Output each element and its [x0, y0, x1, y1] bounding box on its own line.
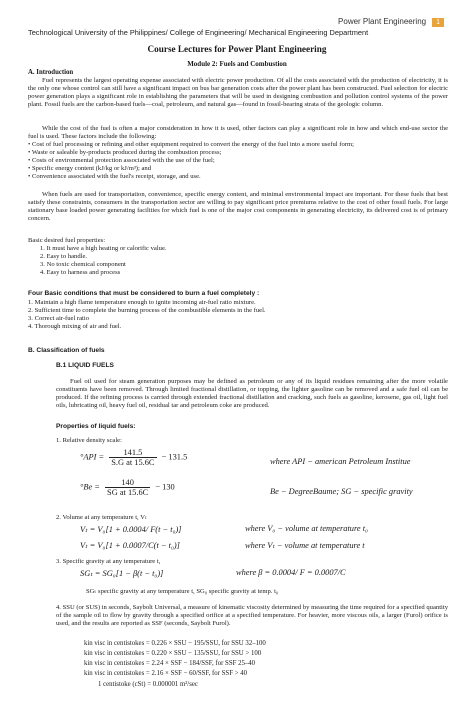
property-1-label: 1. Relative density scale: — [56, 437, 122, 444]
viscosity-formula: kin visc in centistokes = 2.24 × SSF − 184/SSF, for SSF 25–40 — [84, 660, 256, 667]
factor-item: • Convenience associated with the fuel's receipt, storage, and use. — [28, 173, 201, 180]
property-2-label: 2. Volume at any temperature t, Vₜ — [56, 514, 147, 521]
volume-equation-f: Vₜ = V₀[1 + 0.0004/ F(t − t₀)] — [80, 525, 182, 534]
section-a-heading: A. Introduction — [28, 69, 74, 76]
basic-property-item: 2. Easy to handle. — [40, 253, 88, 260]
api-equation — [80, 448, 187, 467]
factor-item: • Costs of environmental protection associated with the use of the fuel; — [28, 157, 215, 164]
viscosity-formula: kin visc in centistokes = 0.220 × SSU − 135/SSU, for SSU > 100 — [84, 650, 262, 657]
specific-gravity-note: SGₜ specific gravity at any temperature t, SG₀ specific gravity at temp. t₀ — [86, 588, 279, 595]
property-3-label: 3. Specific gravity at any temperature t, — [56, 558, 161, 565]
basic-properties-heading: Basic desired fuel properties: — [28, 237, 106, 244]
document-title: Course Lectures for Power Plant Engineering — [147, 44, 327, 54]
properties-heading: Properties of liquid fuels: — [56, 423, 136, 430]
condition-item: 1. Maintain a high flame temperature enough to ignite incoming air-fuel ratio mixture. — [28, 299, 256, 306]
be-lhs: °Be = — [80, 482, 100, 492]
volume-where-1: where V₀ − volume at temperature t₀ — [245, 524, 368, 533]
module-title: Module 2: Fuels and Combustion — [187, 60, 287, 68]
intro-paragraph-2: While the cost of the fuel is often a major consideration in how it is used, other factors can play a significant role in how and which end-use sector the fuel is used. These factors include the following: — [28, 125, 448, 140]
course-tag: Power Plant Engineering — [338, 17, 427, 26]
institution-line: Technological University of the Philippines/ College of Engineering/ Mechanical Engineering Department — [28, 28, 369, 37]
viscosity-formula: kin visc in centistokes = 2.16 × SSF − 60/SSF, for SSF > 40 — [84, 670, 248, 677]
specific-gravity-equation: SGₜ = SG₀[1 − β(t − t₀)] — [80, 569, 164, 578]
centistoke-definition: 1 centistoke (cSt) = 0.000001 m²/sec — [98, 681, 198, 688]
property-4-text: 4. SSU (or SUS) in seconds, Saybolt Universal, a measure of kinematic viscosity determined by measuring the time required for a specified quantity of the sample oil to flow by gravity through a specified orifice at a specified temperature. For heavier, more viscous oils, a larger (Furol) orifice is used, and the results are reported as SSF (seconds, Saybolt Furol). — [56, 604, 448, 627]
condition-item: 3. Correct air-fuel ratio — [28, 315, 90, 322]
basic-property-item: 1. It must have a high heating or calorific value. — [40, 245, 167, 252]
factor-item: • Waste or saleable by-products produced during the combustion process; — [28, 149, 222, 156]
basic-property-item: 4. Easy to harness and process — [40, 269, 121, 276]
basic-property-item: 3. No toxic chemical component — [40, 261, 126, 268]
volume-equation-c: Vₜ = V₀[1 + 0.0007/C(t − t₀)] — [80, 541, 180, 550]
four-conditions-heading: Four Basic conditions that must be considered to burn a fuel completely : — [28, 290, 260, 297]
intro-paragraph-3: When fuels are used for transportation, convenience, specific energy content, and minimal environmental impact are important. For these fuels that best satisfy these constraints, consumers in the transportation sector are willing to pay significant price premiums relative to the cost of other fossil fuels. For large stationary base loaded power generating facilities for which fuel is one of the major cost components in generating electricity, its delivered cost is of primary concern. — [28, 191, 448, 222]
factor-item: • Specific energy content (kJ/kg or kJ/m³); and — [28, 165, 152, 172]
condition-item: 4. Thorough mixing of air and fuel. — [28, 323, 122, 330]
api-rhs: − 131.5 — [161, 452, 188, 462]
section-b-heading: B. Classification of fuels — [28, 347, 105, 354]
be-numerator: 140 — [105, 478, 150, 488]
liquid-fuels-paragraph: Fuel oil used for steam generation purposes may be defined as petroleum or any of its liquid residues remaining after the more volatile constituents have been removed. Through limited fractional distillation, or topping, the lighter gasoline can be removed and a safe fuel oil can be produced. If the refining process is carried through extended fractional distillation and cracking, such fuels as gasoline, kerosene, gas oil, light fuel oils, lubricating oil, heavy fuel oil, residual tar and petroleum coke are produced. — [56, 378, 448, 409]
page-number-badge: 1 — [432, 18, 444, 27]
liquid-fuels-heading: B.1 LIQUID FUELS — [56, 362, 114, 369]
be-rhs: − 130 — [155, 482, 175, 492]
be-denominator: SG at 15.6C — [107, 488, 149, 497]
baume-where: Be − DegreeBaume; SG − specific gravity — [270, 487, 413, 496]
condition-item: 2. Sufficient time to complete the burning process of the combustible elements in the fuel. — [28, 307, 266, 314]
api-fraction — [109, 448, 156, 467]
api-lhs: °API = — [80, 452, 105, 462]
api-where: where API − american Petroleum Institue — [270, 457, 411, 466]
intro-paragraph-1: Fuel represents the largest operating expense associated with electric power production. Of all the costs associated with the production of electricity, it is the only one whose control can still have a significant impact on bus bar generation costs after the power plant has been constructed. Fuel selection for electric power generation plays a significant role in establishing the parameters that will be used in designing combustion and pollution control systems of the power plant. Fossil fuels are the carbon-based fuels—coal, petroleum, and natural gas—found in fossil-bearing strata of the geologic column. — [28, 77, 448, 108]
be-fraction — [105, 478, 150, 497]
api-numerator: 141.5 — [109, 448, 156, 458]
volume-where-2: where Vₜ − volume at temperature t — [245, 541, 365, 550]
api-denominator: S.G at 15.6C — [111, 458, 155, 467]
viscosity-formula: kin visc in centistokes = 0.226 × SSU − 195/SSU, for SSU 32–100 — [84, 640, 266, 647]
specific-gravity-where: where β = 0.0004/ F = 0.0007/C — [236, 568, 346, 577]
running-header — [338, 17, 444, 27]
factor-item: • Cost of fuel processing or refining and other equipment required to convert the energy of the fuel into a more useful form; — [28, 141, 354, 148]
baume-equation — [80, 478, 175, 497]
